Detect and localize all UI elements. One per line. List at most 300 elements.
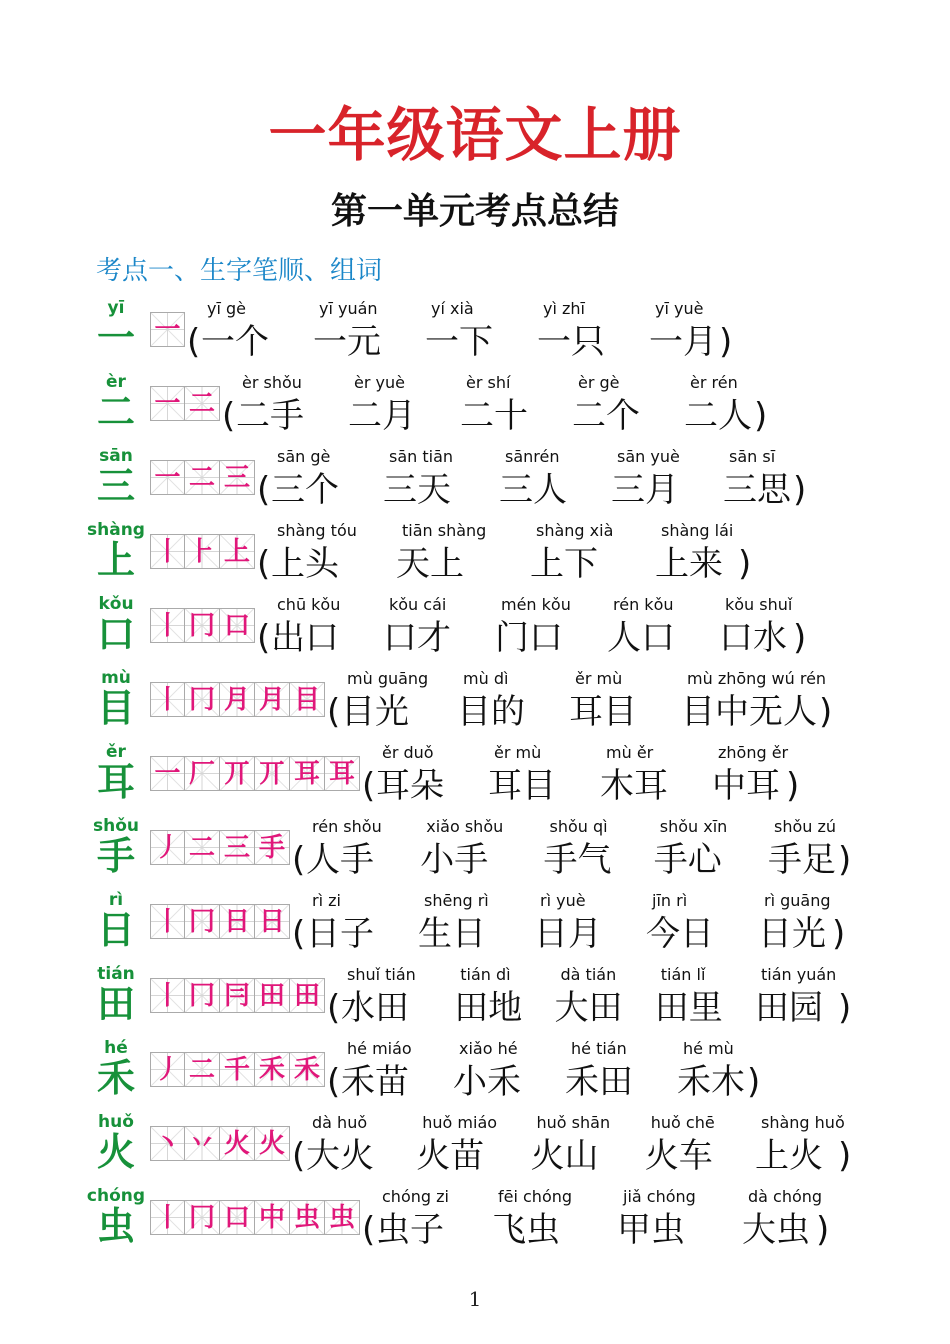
stroke-step: 丌	[223, 758, 250, 789]
stroke-cell	[150, 608, 185, 643]
word-hanzi: 目中无人	[681, 692, 817, 732]
stroke-step: 一	[154, 462, 181, 493]
word-hanzi: 田园	[755, 988, 823, 1028]
stroke-cell	[185, 534, 220, 569]
word-hanzi: 门口	[495, 618, 563, 658]
word-hanzi: 耳目	[488, 766, 556, 806]
character-row	[0, 1112, 950, 1186]
stroke-step: 禾	[293, 1054, 320, 1085]
vocabulary-word	[719, 594, 792, 660]
stroke-step: 一	[154, 758, 181, 789]
stroke-step: 丨	[154, 906, 181, 937]
word-hanzi: 三天	[383, 470, 451, 510]
character-glyph: 目	[96, 686, 135, 730]
character-row	[0, 298, 950, 372]
open-paren: (	[362, 1210, 376, 1250]
stroke-cell	[325, 756, 360, 791]
word-pinyin: dà huǒ	[312, 1113, 368, 1132]
vocabulary-word	[376, 742, 444, 808]
stroke-step: 耳	[328, 758, 355, 789]
word-pinyin: yī yuè	[655, 299, 704, 318]
vocabulary-word	[649, 298, 717, 364]
vocabulary-word	[600, 742, 668, 808]
word-hanzi: 三人	[499, 470, 567, 510]
stroke-step: 虫	[328, 1202, 355, 1233]
stroke-cell	[255, 756, 290, 791]
vocabulary-word	[492, 1186, 572, 1252]
open-paren: (	[257, 544, 271, 584]
character-pinyin: sān	[99, 446, 133, 466]
vocabulary-word	[530, 520, 613, 586]
stroke-cell	[220, 978, 255, 1013]
close-paren: )	[754, 396, 768, 436]
vocabulary-word	[646, 890, 714, 956]
stroke-cell	[185, 608, 220, 643]
word-hanzi: 飞虫	[492, 1210, 560, 1250]
character-pinyin: kǒu	[98, 594, 134, 614]
word-pinyin: xiǎo hé	[459, 1039, 518, 1058]
stroke-cell	[185, 978, 220, 1013]
character-row	[0, 1038, 950, 1112]
word-pinyin: sānrén	[505, 447, 560, 466]
word-pinyin: sān sī	[729, 447, 776, 466]
word-pinyin: rì yuè	[540, 891, 586, 910]
stroke-cell	[185, 386, 220, 421]
vocabulary-word	[723, 446, 791, 512]
character-row	[0, 594, 950, 668]
stroke-step: 田	[258, 980, 285, 1011]
word-hanzi: 目光	[341, 692, 409, 732]
vocabulary-word	[569, 668, 637, 734]
word-hanzi: 耳目	[569, 692, 637, 732]
stroke-step: 口	[223, 610, 250, 641]
close-paren: )	[747, 1062, 761, 1102]
word-pinyin: hé miáo	[347, 1039, 412, 1058]
word-hanzi: 水田	[341, 988, 409, 1028]
stroke-cell	[220, 904, 255, 939]
stroke-cell	[185, 756, 220, 791]
vocabulary-word	[565, 1038, 633, 1104]
stroke-cell	[150, 386, 185, 421]
stroke-step: 丿	[154, 1054, 181, 1085]
close-paren: )	[793, 618, 807, 658]
stroke-cell	[290, 1052, 325, 1087]
word-hanzi: 大田	[554, 988, 623, 1028]
vocabulary-word	[313, 298, 381, 364]
stroke-cell	[220, 608, 255, 643]
stroke-step: ⺊	[188, 536, 215, 567]
character-pinyin: chóng	[86, 1186, 146, 1206]
word-hanzi: 中耳	[712, 766, 780, 806]
word-hanzi: 人口	[607, 618, 675, 658]
vocabulary-word	[499, 446, 567, 512]
character-glyph: 禾	[96, 1056, 135, 1100]
open-paren: (	[292, 1136, 306, 1176]
open-paren: (	[327, 988, 341, 1028]
stroke-order-grid	[150, 608, 255, 643]
vocabulary-word	[611, 446, 680, 512]
stroke-step: 目	[293, 684, 320, 715]
close-paren: )	[838, 1136, 852, 1176]
word-pinyin: shuǐ tián	[347, 965, 416, 984]
stroke-step: 丨	[154, 1202, 181, 1233]
word-hanzi: 一元	[313, 322, 381, 362]
stroke-step: 冃	[223, 980, 250, 1011]
word-hanzi: 三月	[611, 470, 679, 510]
stroke-step: 丿	[154, 832, 181, 863]
character-pinyin: huǒ	[98, 1112, 134, 1132]
word-hanzi: 大火	[306, 1136, 374, 1176]
stroke-step: 三	[223, 832, 250, 863]
character-row	[0, 668, 950, 742]
stroke-cell	[220, 1200, 255, 1235]
word-pinyin: huǒ chē	[650, 1113, 715, 1132]
open-paren: (	[222, 396, 236, 436]
word-hanzi: 一下	[425, 322, 493, 362]
word-hanzi: 禾苗	[341, 1062, 409, 1102]
word-hanzi: 人手	[306, 840, 374, 880]
vocabulary-word	[460, 372, 528, 438]
vocabulary-word	[645, 1112, 715, 1178]
character-glyph: 手	[96, 834, 135, 878]
stroke-cell	[150, 1200, 185, 1235]
word-hanzi: 二月	[348, 396, 416, 436]
stroke-cell	[150, 1126, 185, 1161]
word-hanzi: 日子	[306, 914, 374, 954]
character-glyph: 田	[96, 982, 135, 1026]
vocabulary-word	[758, 890, 831, 956]
word-hanzi: 一只	[537, 322, 605, 362]
stroke-step: 禾	[258, 1054, 285, 1085]
stroke-cell	[290, 682, 325, 717]
word-pinyin: shǒu qì	[549, 817, 608, 836]
stroke-step: 月	[223, 684, 250, 715]
vocabulary-word	[755, 964, 836, 1030]
character-row	[0, 446, 950, 520]
word-pinyin: tián dì	[460, 965, 511, 984]
stroke-step: 冂	[188, 906, 215, 937]
stroke-order-grid	[150, 978, 325, 1013]
stroke-cell	[150, 904, 185, 939]
word-hanzi: 手心	[653, 840, 722, 880]
close-paren: )	[816, 1210, 830, 1250]
character-row	[0, 964, 950, 1038]
stroke-step: 三	[223, 462, 250, 493]
stroke-step: 二	[188, 462, 215, 493]
stroke-step: 中	[258, 1202, 285, 1233]
vocabulary-word	[376, 1186, 449, 1252]
word-hanzi: 口才	[383, 618, 451, 658]
vocabulary-word	[742, 1186, 822, 1252]
vocabulary-word	[572, 372, 640, 438]
stroke-cell	[150, 978, 185, 1013]
vocabulary-word	[488, 742, 556, 808]
stroke-step: 日	[223, 906, 250, 937]
word-pinyin: zhōng ěr	[718, 743, 789, 762]
word-pinyin: jiǎ chóng	[623, 1187, 696, 1206]
character-pinyin: rì	[108, 890, 124, 910]
vocabulary-word	[544, 816, 612, 882]
vocabulary-word	[425, 298, 493, 364]
stroke-cell	[150, 460, 185, 495]
open-paren: (	[187, 322, 201, 362]
open-paren: (	[257, 470, 271, 510]
stroke-step: 耳	[293, 758, 320, 789]
close-paren: )	[838, 840, 852, 880]
word-pinyin: èr rén	[690, 373, 738, 392]
word-hanzi: 二十	[460, 396, 528, 436]
word-hanzi: 一月	[649, 322, 717, 362]
vocabulary-word	[712, 742, 788, 808]
word-hanzi: 木耳	[600, 766, 668, 806]
word-pinyin: ěr duǒ	[382, 743, 434, 762]
word-pinyin: kǒu shuǐ	[725, 595, 793, 614]
word-hanzi: 一个	[201, 322, 269, 362]
stroke-cell	[185, 682, 220, 717]
open-paren: (	[327, 692, 341, 732]
character-pinyin: shàng	[87, 520, 145, 540]
word-hanzi: 火苗	[416, 1136, 485, 1176]
word-pinyin: èr yuè	[354, 373, 405, 392]
stroke-order-grid	[150, 1052, 325, 1087]
word-pinyin: mù zhōng wú rén	[687, 669, 827, 688]
stroke-cell	[255, 904, 290, 939]
close-paren: )	[738, 544, 752, 584]
word-pinyin: mù dì	[463, 669, 509, 688]
vocabulary-word	[457, 668, 525, 734]
character-row	[0, 1186, 950, 1260]
word-pinyin: rén shǒu	[312, 817, 382, 836]
stroke-cell	[220, 534, 255, 569]
word-pinyin: rì zi	[312, 891, 341, 910]
stroke-step: 厂	[188, 758, 215, 789]
stroke-step: 火	[258, 1128, 285, 1159]
open-paren: (	[327, 1062, 341, 1102]
word-pinyin: dà chóng	[748, 1187, 823, 1206]
character-row	[0, 742, 950, 816]
stroke-step: 丨	[154, 980, 181, 1011]
vocabulary-word	[755, 1112, 845, 1178]
word-pinyin: èr shí	[466, 373, 511, 392]
word-pinyin: kǒu cái	[389, 595, 447, 614]
vocabulary-word	[677, 1038, 745, 1104]
word-hanzi: 禾田	[565, 1062, 633, 1102]
word-pinyin: tiān shàng	[402, 521, 487, 540]
word-pinyin: shàng tóu	[277, 521, 357, 540]
close-paren: )	[793, 470, 807, 510]
vocabulary-word	[607, 594, 675, 660]
word-hanzi: 火山	[530, 1136, 599, 1176]
stroke-step: 一	[154, 388, 181, 419]
stroke-cell	[255, 682, 290, 717]
close-paren: )	[786, 766, 800, 806]
character-row	[0, 816, 950, 890]
stroke-cell	[220, 460, 255, 495]
stroke-cell	[220, 1126, 255, 1161]
character-glyph: 上	[96, 538, 135, 582]
stroke-step: 口	[223, 1202, 250, 1233]
stroke-order-grid	[150, 460, 255, 495]
close-paren: )	[819, 692, 833, 732]
vocabulary-word	[531, 1112, 611, 1178]
vocabulary-word	[306, 890, 374, 956]
vocabulary-word	[271, 446, 339, 512]
word-pinyin: xiǎo shǒu	[426, 817, 504, 836]
stroke-cell	[220, 830, 255, 865]
stroke-step: 火	[223, 1128, 250, 1159]
stroke-cell	[150, 312, 185, 347]
stroke-cell	[185, 904, 220, 939]
stroke-step: 丨	[154, 684, 181, 715]
word-pinyin: mén kǒu	[501, 595, 571, 614]
word-hanzi: 上下	[530, 544, 598, 584]
character-pinyin: tián	[97, 964, 135, 984]
stroke-cell	[220, 682, 255, 717]
stroke-step: 田	[293, 980, 320, 1011]
stroke-cell	[150, 756, 185, 791]
vocabulary-word	[383, 594, 451, 660]
word-pinyin: rì guāng	[764, 891, 831, 910]
stroke-cell	[290, 978, 325, 1013]
word-hanzi: 火车	[644, 1136, 713, 1176]
word-hanzi: 二人	[684, 396, 752, 436]
open-paren: (	[292, 914, 306, 954]
stroke-step: 丶	[154, 1128, 181, 1159]
word-hanzi: 小手	[420, 840, 489, 880]
character-pinyin: èr	[106, 372, 126, 392]
word-hanzi: 目的	[457, 692, 525, 732]
word-hanzi: 二手	[236, 396, 304, 436]
word-hanzi: 手气	[543, 840, 612, 880]
character-pinyin: ěr	[106, 742, 126, 762]
stroke-step: 二	[188, 388, 215, 419]
word-hanzi: 今日	[646, 914, 714, 954]
word-pinyin: huǒ shān	[536, 1113, 611, 1132]
vocabulary-word	[201, 298, 269, 364]
stroke-cell	[255, 1126, 290, 1161]
word-pinyin: ěr mù	[494, 743, 542, 762]
word-pinyin: shàng lái	[661, 521, 734, 540]
word-hanzi: 上来	[655, 544, 723, 584]
word-pinyin: sān tiān	[389, 447, 454, 466]
stroke-step: 千	[223, 1054, 250, 1085]
character-glyph: 火	[96, 1130, 135, 1174]
stroke-cell	[185, 830, 220, 865]
vocabulary-word	[537, 298, 605, 364]
word-pinyin: mù ěr	[606, 743, 654, 762]
word-pinyin: shēng rì	[424, 891, 489, 910]
vocabulary-word	[495, 594, 571, 660]
stroke-order-grid	[150, 534, 255, 569]
stroke-cell	[185, 1126, 220, 1161]
close-paren: )	[838, 988, 852, 1028]
document-title: 一年级语文上册	[268, 101, 682, 169]
word-pinyin: shǒu xīn	[659, 817, 728, 836]
close-paren: )	[719, 322, 733, 362]
word-pinyin: fēi chóng	[498, 1187, 573, 1206]
vocabulary-word	[684, 372, 752, 438]
vocabulary-word	[306, 816, 382, 882]
character-glyph: 虫	[96, 1204, 135, 1248]
character-pinyin: hé	[104, 1038, 128, 1058]
word-pinyin: shǒu zú	[774, 817, 837, 836]
section-heading: 考点一、生字笔顺、组词	[96, 256, 383, 286]
stroke-step: 虫	[293, 1202, 320, 1233]
vocabulary-word	[416, 1112, 497, 1178]
stroke-step: 冂	[188, 610, 215, 641]
open-paren: (	[257, 618, 271, 658]
stroke-cell	[150, 534, 185, 569]
stroke-step: 二	[188, 832, 215, 863]
word-pinyin: chóng zi	[382, 1187, 449, 1206]
word-pinyin: yī gè	[207, 299, 246, 318]
vocabulary-word	[617, 1186, 696, 1252]
vocabulary-word	[348, 372, 416, 438]
vocabulary-word	[271, 520, 357, 586]
stroke-cell	[150, 1052, 185, 1087]
character-row	[0, 520, 950, 594]
stroke-cell	[255, 830, 290, 865]
vocabulary-word	[341, 668, 428, 734]
vocabulary-word	[454, 964, 522, 1030]
stroke-step: 月	[258, 684, 285, 715]
word-hanzi: 日光	[758, 914, 826, 954]
word-pinyin: huǒ miáo	[422, 1113, 498, 1132]
word-hanzi: 日月	[534, 914, 602, 954]
vocabulary-word	[236, 372, 304, 438]
stroke-order-grid	[150, 904, 290, 939]
stroke-order-grid	[150, 756, 360, 791]
stroke-cell	[220, 1052, 255, 1087]
stroke-step: 冂	[188, 684, 215, 715]
vocabulary-word	[654, 816, 728, 882]
vocabulary-word	[655, 520, 733, 586]
word-pinyin: tián lǐ	[660, 965, 706, 984]
stroke-order-grid	[150, 312, 185, 347]
vocabulary-word	[418, 890, 489, 956]
word-pinyin: mù guāng	[347, 669, 429, 688]
stroke-order-grid	[150, 830, 290, 865]
word-hanzi: 生日	[418, 914, 486, 954]
stroke-step: 丨	[154, 610, 181, 641]
stroke-step: 手	[258, 832, 285, 863]
word-pinyin: ěr mù	[575, 669, 623, 688]
character-pinyin: shǒu	[92, 816, 139, 836]
page-number: 1	[468, 1287, 482, 1311]
word-pinyin: sān yuè	[617, 447, 680, 466]
character-pinyin: yī	[107, 298, 125, 318]
word-pinyin: rén kǒu	[613, 595, 674, 614]
stroke-cell	[185, 1052, 220, 1087]
vocabulary-word	[453, 1038, 521, 1104]
vocabulary-word	[383, 446, 453, 512]
character-pinyin: mù	[101, 668, 131, 688]
vocabulary-word	[681, 668, 826, 734]
close-paren: )	[832, 914, 846, 954]
stroke-step: 冂	[188, 1202, 215, 1233]
word-pinyin: chū kǒu	[277, 595, 341, 614]
stroke-cell	[255, 978, 290, 1013]
stroke-cell	[290, 1200, 325, 1235]
open-paren: (	[362, 766, 376, 806]
stroke-step: 丷	[188, 1128, 215, 1159]
stroke-cell	[185, 1200, 220, 1235]
word-hanzi: 三思	[723, 470, 791, 510]
word-pinyin: sān gè	[277, 447, 331, 466]
character-row	[0, 372, 950, 446]
stroke-cell	[325, 1200, 360, 1235]
word-pinyin: shàng huǒ	[761, 1113, 845, 1132]
